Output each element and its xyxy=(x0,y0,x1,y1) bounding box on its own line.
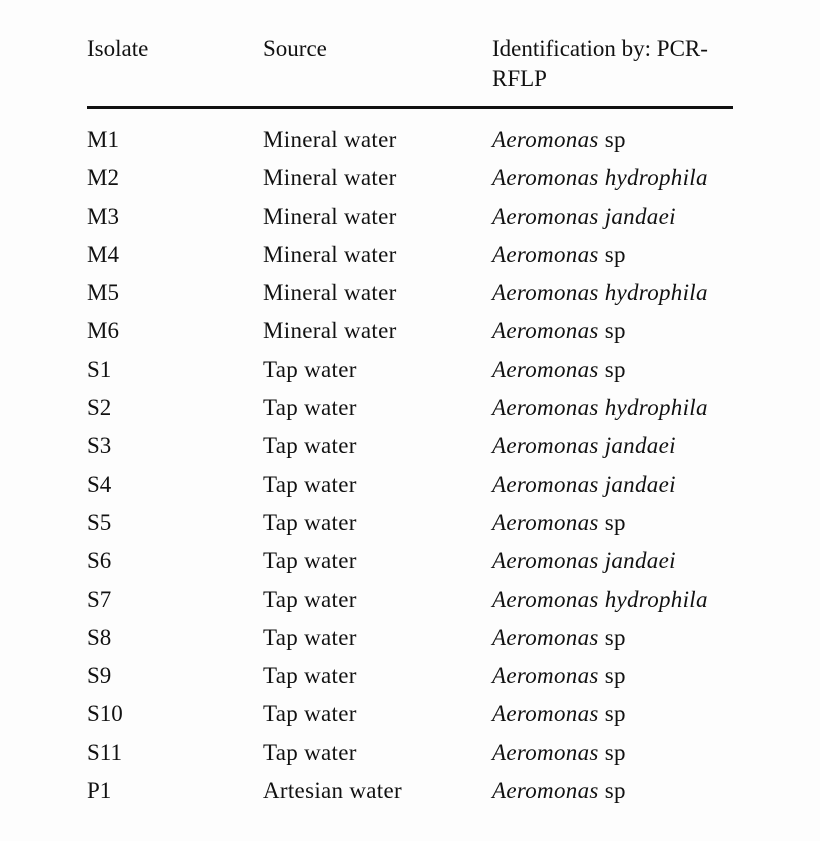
cell-genus: Aeromonas xyxy=(492,127,599,152)
header-isolate: Isolate xyxy=(87,36,149,61)
isolate-table xyxy=(87,34,733,814)
cell-species: jandaei xyxy=(604,203,676,229)
cell-genus: Aeromonas xyxy=(492,203,599,229)
table-row xyxy=(87,355,733,393)
cell-genus: Aeromonas xyxy=(492,509,599,535)
cell-isolate: S10 xyxy=(87,701,123,727)
cell-source: Artesian water xyxy=(263,778,402,804)
cell-species: sp xyxy=(604,778,626,804)
cell-isolate: S8 xyxy=(87,624,112,650)
cell-genus: Aeromonas xyxy=(492,586,599,612)
cell-species: jandaei xyxy=(604,548,676,574)
table-row xyxy=(87,240,733,278)
cell-source: Tap water xyxy=(263,509,357,535)
cell-genus: Aeromonas xyxy=(492,778,599,804)
cell-species: jandaei xyxy=(604,433,676,459)
cell-identification xyxy=(492,661,626,691)
cell-isolate: S1 xyxy=(87,356,112,382)
cell-source: Mineral water xyxy=(263,127,397,152)
cell-source: Tap water xyxy=(263,663,357,689)
cell-isolate: S3 xyxy=(87,433,112,459)
cell-genus: Aeromonas xyxy=(492,433,599,459)
header-identification-line1: Identification by: PCR- xyxy=(492,36,708,61)
cell-isolate: M3 xyxy=(87,203,119,229)
header-identification xyxy=(492,34,737,94)
cell-identification xyxy=(492,470,676,500)
cell-source: Mineral water xyxy=(263,318,397,344)
cell-source: Tap water xyxy=(263,471,357,497)
cell-identification xyxy=(492,776,626,806)
cell-species: hydrophila xyxy=(604,586,708,612)
table-row xyxy=(87,699,733,737)
cell-isolate: S4 xyxy=(87,471,112,497)
table-row xyxy=(87,546,733,584)
cell-identification xyxy=(492,125,626,155)
table-header xyxy=(87,34,733,106)
cell-identification xyxy=(492,738,626,768)
cell-source: Tap water xyxy=(263,356,357,382)
cell-species: sp xyxy=(604,509,626,535)
cell-source: Tap water xyxy=(263,433,357,459)
table-row xyxy=(87,278,733,316)
cell-identification xyxy=(492,431,676,461)
cell-isolate: P1 xyxy=(87,778,112,804)
cell-source: Tap water xyxy=(263,624,357,650)
cell-identification xyxy=(492,393,708,423)
table-body xyxy=(87,125,733,814)
cell-genus: Aeromonas xyxy=(492,165,599,191)
cell-genus: Aeromonas xyxy=(492,356,599,382)
cell-isolate: S9 xyxy=(87,663,112,689)
cell-identification xyxy=(492,508,626,538)
cell-identification xyxy=(492,546,676,576)
cell-identification xyxy=(492,316,626,346)
table-row xyxy=(87,393,733,431)
cell-source: Mineral water xyxy=(263,203,397,229)
cell-species: sp xyxy=(604,663,626,689)
cell-genus: Aeromonas xyxy=(492,663,599,689)
cell-isolate: S2 xyxy=(87,395,112,421)
cell-identification xyxy=(492,240,626,270)
header-identification-line2: RFLP xyxy=(492,66,547,91)
cell-species: hydrophila xyxy=(604,395,708,421)
cell-source: Mineral water xyxy=(263,165,397,191)
cell-identification xyxy=(492,202,676,232)
table-row xyxy=(87,661,733,699)
cell-isolate: S6 xyxy=(87,548,112,574)
header-source: Source xyxy=(263,36,327,61)
table-row xyxy=(87,431,733,469)
table-row xyxy=(87,125,733,163)
table-row xyxy=(87,738,733,776)
cell-species: sp xyxy=(604,127,626,152)
cell-isolate: M1 xyxy=(87,127,119,152)
cell-source: Tap water xyxy=(263,548,357,574)
cell-species: jandaei xyxy=(604,471,676,497)
cell-isolate: M5 xyxy=(87,280,119,306)
table-row xyxy=(87,508,733,546)
table-row xyxy=(87,202,733,240)
cell-genus: Aeromonas xyxy=(492,395,599,421)
cell-isolate: M6 xyxy=(87,318,119,344)
table-row xyxy=(87,585,733,623)
cell-source: Tap water xyxy=(263,739,357,765)
cell-genus: Aeromonas xyxy=(492,701,599,727)
cell-genus: Aeromonas xyxy=(492,548,599,574)
cell-genus: Aeromonas xyxy=(492,624,599,650)
cell-identification xyxy=(492,623,626,653)
cell-species: sp xyxy=(604,739,626,765)
cell-identification xyxy=(492,699,626,729)
cell-source: Mineral water xyxy=(263,280,397,306)
table-row xyxy=(87,163,733,201)
cell-species: sp xyxy=(604,701,626,727)
cell-identification xyxy=(492,585,708,615)
cell-species: sp xyxy=(604,318,626,344)
cell-source: Tap water xyxy=(263,395,357,421)
cell-species: hydrophila xyxy=(604,165,708,191)
table-row xyxy=(87,776,733,814)
cell-isolate: S7 xyxy=(87,586,112,612)
cell-isolate: S5 xyxy=(87,509,112,535)
cell-species: sp xyxy=(604,624,626,650)
cell-isolate: M2 xyxy=(87,165,119,191)
table-row xyxy=(87,623,733,661)
cell-genus: Aeromonas xyxy=(492,280,599,306)
cell-source: Tap water xyxy=(263,586,357,612)
cell-genus: Aeromonas xyxy=(492,471,599,497)
cell-species: sp xyxy=(604,241,626,267)
cell-isolate: M4 xyxy=(87,241,119,267)
cell-identification xyxy=(492,355,626,385)
table-row xyxy=(87,316,733,354)
cell-identification xyxy=(492,278,708,308)
cell-identification xyxy=(492,163,708,193)
cell-isolate: S11 xyxy=(87,739,122,765)
header-rule xyxy=(87,106,733,109)
cell-species: hydrophila xyxy=(604,280,708,306)
table-row xyxy=(87,470,733,508)
cell-source: Tap water xyxy=(263,701,357,727)
cell-genus: Aeromonas xyxy=(492,318,599,344)
cell-species: sp xyxy=(604,356,626,382)
cell-source: Mineral water xyxy=(263,241,397,267)
cell-genus: Aeromonas xyxy=(492,739,599,765)
cell-genus: Aeromonas xyxy=(492,241,599,267)
